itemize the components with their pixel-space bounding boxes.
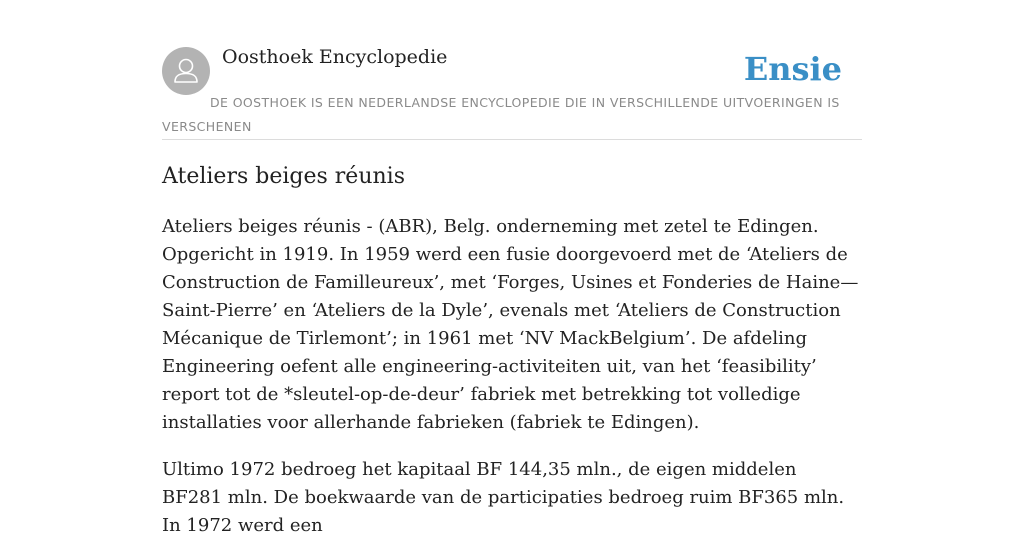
site-tagline: DE OOSTHOEK IS EEN NEDERLANDSE ENCYCLOPEDIE DIE IN VERSCHILLENDE UITVOERINGEN IS VERSCHENEN	[162, 95, 840, 134]
article-paragraph: Ultimo 1972 bedroeg het kapitaal BF 144,35 mln., de eigen middelen BF281 mln. De boekwaarde van de participaties bedroeg ruim BF365 mln. In 1972 werd een	[162, 459, 845, 536]
ensie-logo[interactable]: Ensie	[743, 50, 842, 88]
page	[162, 0, 862, 540]
site-header	[162, 0, 862, 140]
user-icon[interactable]	[162, 47, 210, 95]
article-title: Ateliers beiges réunis	[162, 164, 405, 189]
site-name[interactable]: Oosthoek Encyclopedie	[222, 46, 448, 68]
article-paragraph: Ateliers beiges réunis - (ABR), Belg. onderneming met zetel te Edingen. Opgericht in 1919. In 1959 werd een fusie doorgevoerd met de ‘Ateliers de Construction de Familleureux’, met ‘Forges, Usines et Fonderies de Haine—Saint-Pierre’ en ‘Ateliers de la Dyle’, evenals met ‘Ateliers de Construction Mécanique de Tirlemont’; in 1961 met ‘NV MackBelgium’. De afdeling Engineering oefent alle engineering-activiteiten uit, van het ‘feasibility’ report tot de *sleutel-op-de-deur’ fabriek met betrekking tot volledige installaties voor allerhande fabrieken (fabriek te Edingen).	[162, 216, 859, 433]
